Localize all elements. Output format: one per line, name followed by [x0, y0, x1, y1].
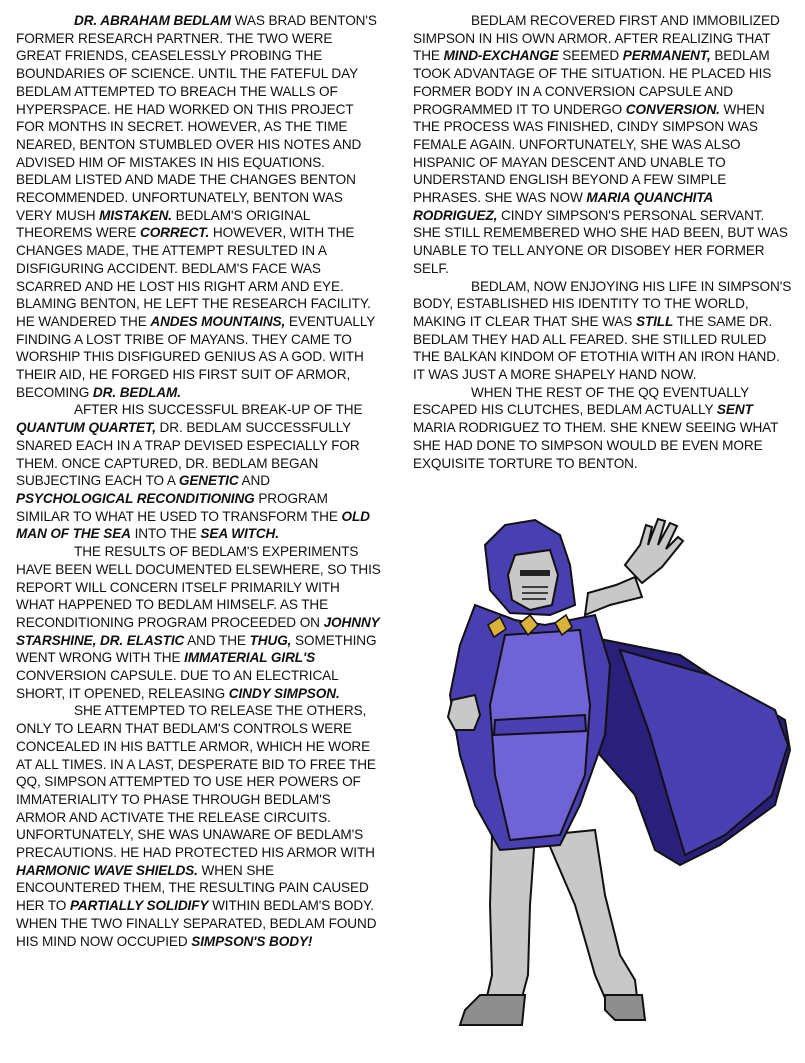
emphasis-text: MIND-EXCHANGE: [443, 48, 559, 64]
paragraph: [16, 543, 381, 702]
paragraph: [413, 278, 793, 384]
emphasis-text: CINDY SIMPSON.: [228, 685, 340, 701]
body-text: WHEN THE PROCESS WAS FINISHED, CINDY SIMPSON WAS FEMALE AGAIN. UNFORTUNATELY, SHE WAS ALSO HISPANIC OF MAYAN DESCENT AND UNABLE TO UNDERSTAND ENGLISH BEYOND A FEW SIMPLE PHRASES. SHE WAS NOW: [413, 101, 765, 206]
body-text: EVENTUALLY FINDING A LOST TRIBE OF MAYANS. THEY CAME TO WORSHIP THIS DISFIGURED GENIUS AS A GOD. WITH THEIR AID, HE FORGED HIS FIRST SUIT OF ARMOR, BECOMING: [16, 313, 376, 400]
paragraph: [413, 384, 793, 473]
emphasis-text: HARMONIC WAVE SHIELDS.: [16, 862, 198, 878]
emphasis-text: STILL: [635, 313, 674, 329]
paragraph: [413, 12, 793, 278]
body-text: AND THE: [184, 632, 250, 648]
right-boot: [605, 995, 645, 1020]
mask: [508, 550, 558, 610]
left-boot: [460, 995, 525, 1025]
emphasis-text: DR. ABRAHAM BEDLAM: [74, 13, 232, 28]
body-text: MARIA RODRIGUEZ TO THEM. SHE KNEW SEEING WHAT SHE HAD DONE TO SIMPSON WOULD BE EVEN MORE EXQUISITE TORTURE TO BENTON.: [413, 420, 779, 471]
body-text: AND: [238, 473, 270, 489]
body-text: SHE ATTEMPTED TO RELEASE THE OTHERS, ONLY TO LEARN THAT BEDLAM'S CONTROLS WERE CONCEALED IN HIS BATTLE ARMOR, WHICH HE WORE AT ALL TIMES. IN A LAST, DESPERATE BID TO FREE THE QQ, SIMPSON ATTEMPTED TO USE HER POWERS OF IMMATERIALITY TO PHASE THROUGH BEDLAM'S ARMOR AND ACTIVATE THE RELEASE CIRCUITS. UNFORTUNATELY, SHE WAS UNAWARE OF BEDLAM'S PRECAUTIONS. HE HAD PROTECTED HIS ARMOR WITH: [16, 703, 376, 861]
body-text: PROGRAM SIMILAR TO WHAT HE USED TO TRANSFORM THE: [16, 490, 342, 524]
emphasis-text: PSYCHOLOGICAL RECONDITIONING: [16, 490, 255, 506]
emphasis-text: PERMANENT,: [622, 48, 711, 64]
emphasis-text: SIMPSON'S BODY!: [191, 933, 313, 949]
body-text: HOWEVER, WITH THE CHANGES MADE, THE ATTEMPT RESULTED IN A DISFIGURING ACCIDENT. BEDLAM'S FACE WAS SCARRED AND HE LOST HIS RIGHT ARM AND EYE. BLAMING BENTON, HE LEFT THE RESEARCH FACILITY. HE WANDERED THE: [16, 225, 371, 329]
emphasis-text: QUANTUM QUARTET,: [16, 420, 156, 436]
body-text: AFTER HIS SUCCESSFUL BREAK-UP OF THE: [74, 402, 363, 418]
body-text: CONVERSION CAPSULE. DUE TO AN ELECTRICAL SHORT, IT OPENED, RELEASING: [16, 668, 339, 701]
body-text: WHEN THE REST OF THE QQ EVENTUALLY ESCAPED HIS CLUTCHES, BEDLAM ACTUALLY: [413, 384, 749, 418]
emphasis-text: ANDES MOUNTAINS,: [150, 313, 286, 329]
paragraph: [16, 12, 381, 401]
emphasis-text: OLD MAN OF THE SEA: [16, 508, 370, 542]
paragraph: [16, 401, 381, 543]
body-text: WAS BRAD BENTON'S FORMER RESEARCH PARTNER. THE TWO WERE GREAT FRIENDS, CEASELESSLY PROBING THE BOUNDARIES OF SCIENCE. UNTIL THE FATEFUL DAY BEDLAM ATTEMPTED TO BREACH THE WALLS OF HYPERSPACE. HE HAD WORKED ON THIS PROJECT FOR MONTHS IN SECRET. HOWEVER, AS THE TIME NEARED, BENTON STUMBLED OVER HIS NOTES AND ADVISED HIM OF MISTAKES IN HIS EQUATIONS. BEDLAM LISTED AND MADE THE CHANGES BENTON RECOMMENDED. UNFORTUNATELY, BENTON WAS VERY MUSH: [16, 13, 377, 223]
dr-bedlam-illustration: [380, 505, 800, 1055]
emphasis-text: JOHNNY STARSHINE, DR. ELASTIC: [16, 614, 380, 648]
mask-eyes: [520, 570, 550, 576]
body-text: BEDLAM RECOVERED FIRST AND IMMOBILIZED SIMPSON IN HIS OWN ARMOR. AFTER REALIZING THAT THE: [413, 13, 780, 64]
body-text: DR. BEDLAM SUCCESSFULLY SNARED EACH IN A TRAP DEVISED ESPECIALLY FOR THEM. ONCE CAPTURED, DR. BEDLAM BEGAN SUBJECTING EACH TO A: [16, 420, 360, 489]
body-text: BEDLAM'S ORIGINAL THEOREMS WERE: [16, 207, 310, 241]
body-text: THE SAME DR. BEDLAM THEY HAD ALL FEARED. SHE STILLED RULED THE BALKAN KINDOM OF ETOTHIA WITH AN IRON HAND. IT WAS JUST A MORE SHAPELY HAND NOW.: [413, 313, 780, 383]
body-text: WHEN SHE ENCOUNTERED THEM, THE RESULTING PAIN CAUSED HER TO: [16, 862, 369, 914]
emphasis-text: PARTIALLY SOLIDIFY: [69, 898, 209, 914]
emphasis-text: GENETIC: [178, 473, 239, 489]
emphasis-text: THUG,: [249, 632, 292, 648]
body-text: THE RESULTS OF BEDLAM'S EXPERIMENTS HAVE BEEN WELL DOCUMENTED ELSEWHERE, SO THIS REPORT WILL CONCERN ITSELF PRIMARILY WITH WHAT HAPPENED TO BEDLAM HIMSELF. AS THE RECONDITIONING PROGRAM PROCEEDED ON: [16, 544, 381, 630]
raised-hand: [625, 519, 683, 583]
body-text: WITHIN BEDLAM'S BODY. WHEN THE TWO FINALLY SEPARATED, BEDLAM FOUND HIS MIND NOW OCCUPIED: [16, 898, 377, 949]
emphasis-text: MARIA QUANCHITA RODRIGUEZ,: [413, 190, 713, 223]
left-leg: [485, 835, 535, 1005]
right-leg: [545, 830, 638, 1005]
text-column-right: [413, 12, 793, 472]
emphasis-text: CONVERSION.: [625, 101, 720, 117]
emphasis-text: DR. BEDLAM.: [92, 384, 181, 400]
text-column-left: [16, 12, 381, 950]
emphasis-text: MISTAKEN.: [99, 207, 172, 223]
body-text: BEDLAM, NOW ENJOYING HIS LIFE IN SIMPSON'S BODY, ESTABLISHED HIS IDENTITY TO THE WORLD, MAKING IT CLEAR THAT SHE WAS: [413, 278, 792, 329]
raised-arm: [585, 577, 642, 615]
body-text: SOMETHING WENT WRONG WITH THE: [16, 632, 377, 666]
paragraph: [16, 702, 381, 950]
emphasis-text: CORRECT.: [139, 225, 210, 241]
body-text: BEDLAM TOOK ADVANTAGE OF THE SITUATION. HE PLACED HIS FORMER BODY IN A CONVERSION CAPSULE AND PROGRAMMED IT TO UNDERGO: [413, 48, 772, 117]
left-fist: [448, 695, 480, 730]
emphasis-text: SEA WITCH.: [200, 526, 279, 542]
body-text: INTO THE: [130, 526, 201, 542]
body-text: SEEMED: [558, 48, 623, 64]
emphasis-text: IMMATERIAL GIRL'S: [184, 650, 316, 666]
body-text: CINDY SIMPSON'S PERSONAL SERVANT. SHE STILL REMEMBERED WHO SHE HAD BEEN, BUT WAS UNABLE TO TELL ANYONE OR DISOBEY HER FORMER SELF.: [413, 207, 788, 276]
emphasis-text: SENT: [716, 402, 753, 418]
